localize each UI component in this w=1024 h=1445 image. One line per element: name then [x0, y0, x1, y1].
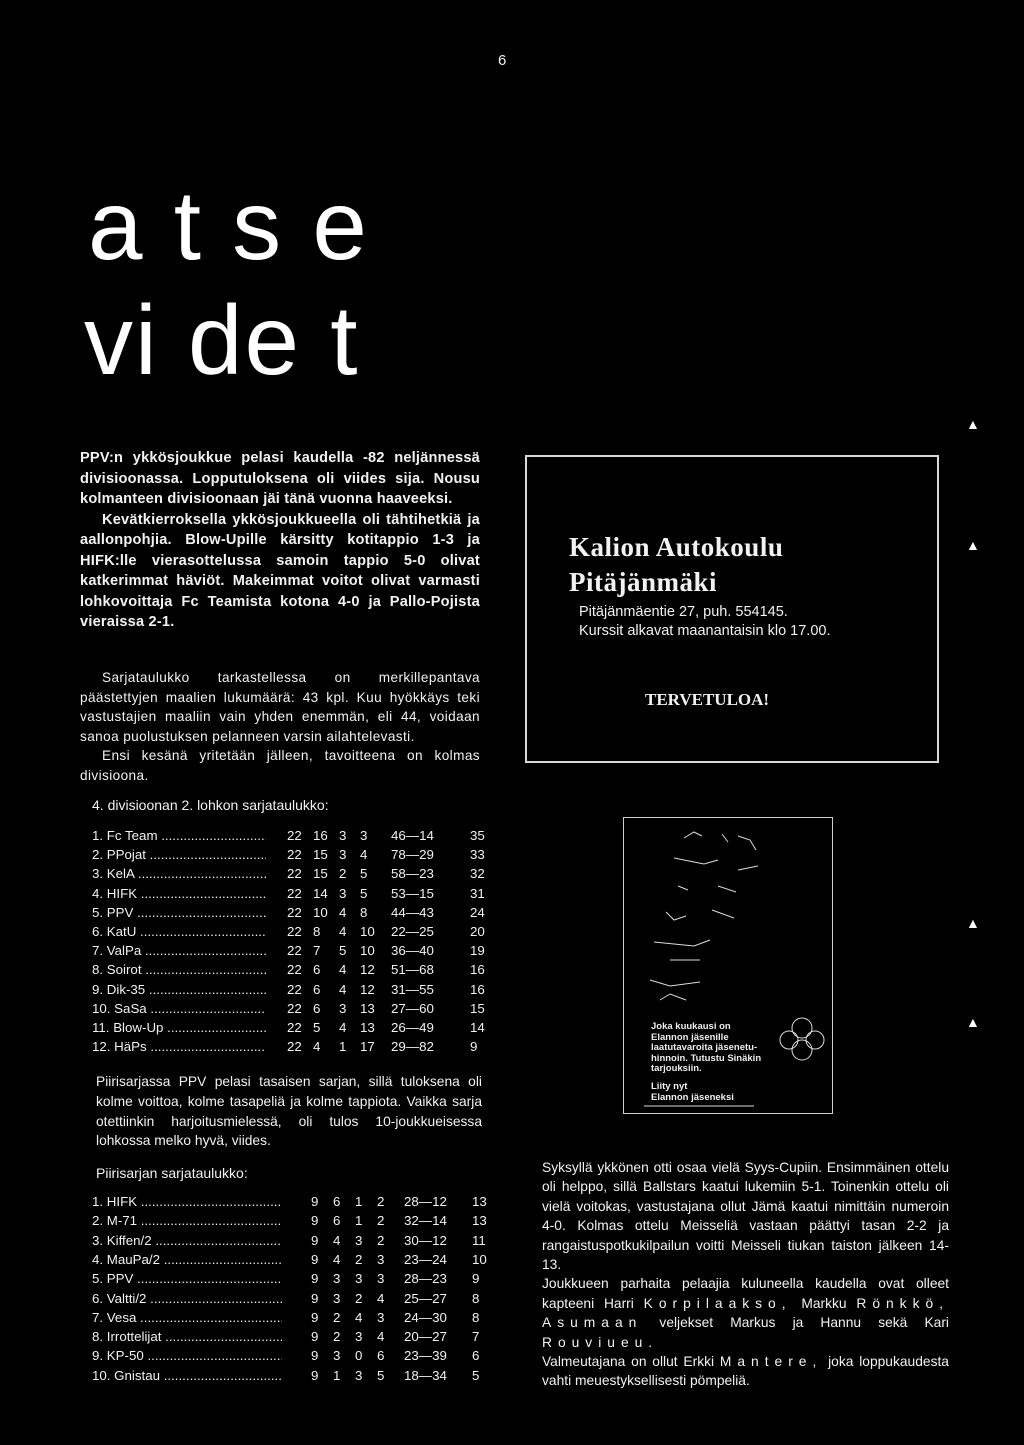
- stat-d: 3: [355, 1271, 363, 1287]
- table-row: [92, 1192, 512, 1211]
- team-name: 1. HIFK .....: [92, 1192, 282, 1211]
- stat-p: 9: [311, 1367, 319, 1383]
- stat-l: 5: [377, 1367, 385, 1383]
- coach-paragraph: [542, 1352, 949, 1391]
- stat-w: 6: [313, 1000, 321, 1016]
- stat-l: 3: [377, 1251, 385, 1267]
- team-name: 12. HäPs .....: [92, 1037, 266, 1056]
- stat-pts: 9: [472, 1271, 480, 1287]
- stat-w: 3: [333, 1290, 341, 1306]
- stat-goals: 36—40: [391, 943, 434, 959]
- margin-ornament: ▲: [966, 418, 980, 433]
- stat-p: 22: [287, 828, 302, 843]
- table2-title: Piirisarjan sarjataulukko:: [96, 1165, 248, 1181]
- stat-goals: 23—39: [404, 1348, 447, 1364]
- team-name: 5. PPV .....: [92, 1269, 282, 1288]
- stat-w: 6: [333, 1213, 341, 1229]
- intro-paragraph: Kevätkierroksella ykkösjoukkueella oli tähtihetkiä ja aallonpohjia. Blow-Upille kärsitty kotitappio 1-3 ja HIFK:lle vierasottelussa samoin tappio 5-0 olivat katkerimmat häviöt. Makeimmat voitot olivat varmasti lohkovoittaja Fc Teamista kotona 4-0 ja Pallo-Pojista vieraissa 2-1.: [80, 511, 480, 630]
- table-row: [92, 999, 512, 1018]
- table-row: [92, 1366, 512, 1385]
- stat-pts: 10: [472, 1251, 487, 1267]
- headline-line-1: a t s e: [88, 170, 369, 280]
- stat-goals: 18—34: [404, 1367, 447, 1383]
- team-name: 2. PPojat .....: [92, 845, 266, 864]
- coach-name: Mantere,: [719, 1354, 823, 1370]
- table-row: [92, 1231, 512, 1250]
- stat-goals: 53—15: [391, 885, 434, 901]
- stat-d: 5: [339, 943, 347, 959]
- stat-w: 16: [313, 828, 328, 843]
- coach-intro: Valmeutajana on ollut Erkki: [542, 1354, 715, 1370]
- stat-l: 5: [360, 866, 368, 882]
- autumn-paragraph: Syksyllä ykkönen otti osaa vielä Syys-Cupiin. Ensimmäinen ottelu oli helppo, sillä Ballstars kaatui lukemiin 5-1. Toinenkin ottelu oli vielä voitokas, vastustajana ollut Jämä kaatui nimittäin numeroin 4-0. Kolmas ottelu Meisseliä vastaan päättyi tasan 2-2 ja rangaistuspotkukilpailun voitti Meisseli tiukan taiston jälkeen 14-13.: [542, 1160, 949, 1273]
- table-row: [92, 903, 512, 922]
- table-row: [92, 826, 512, 845]
- stat-goals: 30—12: [404, 1232, 447, 1248]
- stat-w: 4: [333, 1232, 341, 1248]
- stat-w: 10: [313, 904, 328, 920]
- stat-l: 5: [360, 885, 368, 901]
- analysis-paragraph: Ensi kesänä yritetään jälleen, tavoitteena on kolmas divisioona.: [80, 748, 480, 783]
- stat-d: 3: [339, 885, 347, 901]
- ad-courses-line: Kurssit alkavat maanantaisin klo 17.00.: [579, 623, 831, 639]
- stat-pts: 8: [472, 1290, 480, 1306]
- team-name: 6. KatU .....: [92, 922, 266, 941]
- flower-icon: [792, 1040, 812, 1060]
- stat-w: 3: [333, 1348, 341, 1364]
- stat-pts: 11: [472, 1232, 486, 1248]
- team-name: 11. Blow-Up .....: [92, 1018, 266, 1037]
- table1-title: 4. divisioonan 2. lohkon sarjataulukko:: [92, 797, 329, 813]
- stat-goals: 32—14: [404, 1213, 447, 1229]
- stat-d: 1: [339, 1039, 347, 1055]
- table-row: [92, 845, 512, 864]
- elanto-ad-line: hinnoin. Tutustu Sinäkin: [651, 1052, 762, 1064]
- stat-d: 3: [339, 828, 347, 843]
- stat-p: 22: [287, 943, 302, 959]
- stat-l: 12: [360, 962, 375, 978]
- stat-d: 0: [355, 1348, 363, 1364]
- ad-title: [569, 530, 783, 600]
- stat-pts: 5: [472, 1367, 480, 1383]
- stat-d: 1: [355, 1213, 363, 1229]
- ad-title-line: Kalion Autokoulu: [569, 532, 784, 562]
- stat-pts: 35: [470, 828, 485, 843]
- stat-w: 5: [313, 1020, 321, 1035]
- stat-goals: 26—49: [391, 1020, 434, 1035]
- team-name: 5. PPV .....: [92, 903, 266, 922]
- page-number: 6: [498, 52, 507, 69]
- stat-l: 2: [377, 1213, 385, 1229]
- elanto-ad-cta: [651, 1082, 734, 1103]
- stat-goals: 28—12: [404, 1194, 447, 1209]
- team-name: 8. Soirot .....: [92, 960, 266, 979]
- stat-l: 6: [377, 1348, 385, 1364]
- stat-pts: 6: [472, 1348, 480, 1364]
- table-row: [92, 980, 512, 999]
- team-name: 9. Dik-35 .....: [92, 980, 266, 999]
- stat-goals: 46—14: [391, 828, 434, 843]
- stat-l: 3: [377, 1309, 385, 1325]
- district-series-text: Piirisarjassa PPV pelasi tasaisen sarjan, sillä tuloksena oli kolme voittoa, kolme tasapeliä ja kolme tappiota. Vaikka sarja otettiinkin harjoitusmielessä, oli tulos 10-joukkueisessa lohkossa melko hyvä, viides.: [96, 1074, 482, 1149]
- player-name: Asumaan: [542, 1315, 643, 1331]
- ad-title-line: Pitäjänmäki: [569, 567, 718, 597]
- stat-d: 4: [339, 924, 347, 939]
- table-row: [92, 1211, 512, 1230]
- table-row: [92, 960, 512, 979]
- table-row: [92, 1269, 512, 1288]
- team-name: 7. Vesa .....: [92, 1308, 282, 1327]
- stat-pts: 14: [470, 1020, 485, 1035]
- elanto-ad-text: [651, 1022, 761, 1075]
- intro-paragraph: PPV:n ykkösjoukkue pelasi kaudella -82 neljännessä divisioonassa. Lopputuloksena oli viides sija. Nousu kolmanteen divisioonaan jäi tänä vuonna haaveeksi.: [80, 450, 480, 507]
- stat-p: 22: [287, 962, 302, 978]
- stat-w: 6: [313, 981, 321, 997]
- stat-p: 9: [311, 1213, 319, 1229]
- stat-w: 4: [333, 1251, 341, 1267]
- table-row: [92, 864, 512, 883]
- stat-goals: 31—55: [391, 981, 434, 997]
- stat-pts: 13: [472, 1194, 487, 1209]
- stat-p: 22: [287, 1039, 302, 1055]
- autumn-text: [542, 1158, 949, 1391]
- stat-d: 3: [355, 1329, 363, 1345]
- table-row: [92, 941, 512, 960]
- team-name: 4. HIFK .....: [92, 884, 266, 903]
- stat-p: 22: [287, 981, 302, 997]
- table-row: [92, 1289, 512, 1308]
- stat-p: 9: [311, 1348, 319, 1364]
- stat-pts: 31: [470, 885, 485, 901]
- stat-l: 10: [360, 924, 375, 939]
- stat-d: 3: [339, 1000, 347, 1016]
- stat-w: 15: [313, 847, 328, 863]
- stat-d: 3: [339, 847, 347, 863]
- stat-p: 22: [287, 924, 302, 939]
- team-name: 4. MauPa/2 .....: [92, 1250, 282, 1269]
- stat-goals: 25—27: [404, 1290, 447, 1306]
- team-name: 3. KelA .....: [92, 864, 266, 883]
- team-name: 3. Kiffen/2 .....: [92, 1231, 282, 1250]
- stat-p: 22: [287, 885, 302, 901]
- elanto-ad-line: Joka kuukausi on: [651, 1021, 731, 1032]
- stat-pts: 32: [470, 866, 485, 882]
- stat-p: 9: [311, 1290, 319, 1306]
- ad-welcome: TERVETULOA!: [645, 690, 770, 709]
- stat-pts: 16: [470, 962, 485, 978]
- stat-w: 6: [333, 1194, 341, 1209]
- stat-w: 14: [313, 885, 328, 901]
- elanto-ad-line: laatutavaroita jäsenetu-: [651, 1042, 758, 1053]
- team-name: 2. M-71 .....: [92, 1211, 282, 1230]
- stat-pts: 24: [470, 904, 485, 920]
- analysis-text: [80, 668, 480, 786]
- stat-goals: 28—23: [404, 1271, 447, 1287]
- players-paragraph: [542, 1274, 949, 1352]
- stat-p: 9: [311, 1271, 319, 1287]
- stat-l: 17: [360, 1039, 375, 1055]
- stat-w: 3: [333, 1271, 341, 1287]
- team-name: 1. Fc Team .....: [92, 826, 266, 845]
- stat-pts: 13: [472, 1213, 487, 1229]
- table-row: [92, 1250, 512, 1269]
- stat-w: 8: [313, 924, 321, 939]
- stat-l: 3: [377, 1271, 385, 1287]
- stat-goals: 29—82: [391, 1039, 434, 1055]
- table-row: [92, 1018, 512, 1037]
- elanto-cta-line: Elannon jäseneksi: [651, 1091, 734, 1103]
- team-name: 10. SaSa .....: [92, 999, 266, 1018]
- stat-l: 13: [360, 1000, 375, 1016]
- stat-p: 9: [311, 1309, 319, 1325]
- analysis-paragraph: Sarjataulukko tarkastellessa on merkillepantava päästettyjen maalien lukumäärä: 43 kpl. Kuu hyökkäys teki vastustajien maaliin vain yhden enemmän, eli 44, voidaan sanoa puolustuksen pelanneen varsin ailahtelevasti.: [80, 670, 480, 744]
- stat-w: 15: [313, 866, 328, 882]
- stat-l: 10: [360, 943, 375, 959]
- stat-d: 4: [339, 904, 347, 920]
- stat-d: 1: [355, 1194, 363, 1209]
- stat-goals: 23—24: [404, 1251, 447, 1267]
- stat-goals: 22—25: [391, 924, 434, 939]
- stat-d: 3: [355, 1232, 363, 1248]
- intro-text: [80, 448, 480, 633]
- stat-w: 2: [333, 1329, 341, 1345]
- stat-l: 13: [360, 1020, 375, 1035]
- team-name: 8. Irrottelijat .....: [92, 1327, 282, 1346]
- stat-p: 22: [287, 904, 302, 920]
- ad-address: [579, 603, 830, 641]
- player-name: Rönkkö,: [856, 1295, 949, 1311]
- elanto-ad-line: tarjouksiin.: [651, 1063, 702, 1074]
- stat-w: 2: [333, 1309, 341, 1325]
- stat-l: 2: [377, 1232, 385, 1248]
- team-name: 10. Gnistau .....: [92, 1366, 282, 1385]
- stat-pts: 8: [472, 1309, 480, 1325]
- table-row: [92, 1308, 512, 1327]
- stat-goals: 27—60: [391, 1000, 434, 1016]
- margin-ornament: ▲: [966, 539, 980, 554]
- stat-l: 2: [377, 1194, 385, 1209]
- stat-goals: 58—23: [391, 866, 434, 882]
- elanto-cta-line: Liity nyt: [651, 1081, 688, 1092]
- team-name: 9. KP-50 .....: [92, 1346, 282, 1365]
- team-name: 7. ValPa .....: [92, 941, 266, 960]
- stat-goals: 24—30: [404, 1309, 447, 1325]
- ad-address-line: Pitäjänmäentie 27, puh. 554145.: [579, 604, 788, 620]
- stat-pts: 9: [470, 1039, 478, 1055]
- stat-l: 3: [360, 828, 368, 843]
- stat-p: 9: [311, 1194, 319, 1209]
- players-text: veljekset Markus ja Hannu sekä Kari: [659, 1315, 949, 1331]
- stat-pts: 15: [470, 1000, 485, 1016]
- stat-d: 2: [355, 1251, 363, 1267]
- margin-ornament: ▲: [966, 1016, 980, 1031]
- stat-w: 4: [313, 1039, 321, 1055]
- stat-p: 22: [287, 847, 302, 863]
- stat-pts: 20: [470, 924, 485, 939]
- elanto-ad-line: Elannon jäsenille: [651, 1031, 729, 1043]
- stat-w: 1: [333, 1367, 341, 1383]
- stat-d: 4: [339, 962, 347, 978]
- stat-l: 4: [360, 847, 368, 863]
- flower-icon: [792, 1018, 812, 1038]
- table-row: [92, 1037, 512, 1056]
- stat-w: 6: [313, 962, 321, 978]
- table-row: [92, 1346, 512, 1365]
- headline-line-2: vi de t: [84, 285, 360, 395]
- stat-goals: 44—43: [391, 904, 434, 920]
- table-row: [92, 1327, 512, 1346]
- stat-pts: 19: [470, 943, 485, 959]
- table-row: [92, 884, 512, 903]
- table-row: [92, 922, 512, 941]
- margin-ornament: ▲: [966, 917, 980, 932]
- stat-goals: 20—27: [404, 1329, 447, 1345]
- stat-p: 22: [287, 1000, 302, 1016]
- stat-d: 3: [355, 1367, 363, 1383]
- stat-p: 9: [311, 1251, 319, 1267]
- stat-d: 2: [339, 866, 347, 882]
- stat-pts: 16: [470, 981, 485, 997]
- coach-outro: joka loppukaudesta vahti meuestyksellisesti pömpeliä.: [542, 1354, 949, 1389]
- stat-d: 4: [355, 1309, 363, 1325]
- stat-d: 2: [355, 1290, 363, 1306]
- stat-goals: 78—29: [391, 847, 434, 863]
- stat-p: 9: [311, 1329, 319, 1345]
- stat-goals: 51—68: [391, 962, 434, 978]
- stat-d: 4: [339, 1020, 347, 1035]
- team-name: 6. Valtti/2 .....: [92, 1289, 282, 1308]
- stat-w: 7: [313, 943, 321, 959]
- player-name: Korpilaakso,: [643, 1295, 792, 1311]
- stat-l: 4: [377, 1290, 385, 1306]
- players-text: Markku: [801, 1295, 847, 1311]
- flower-icon: [780, 1031, 798, 1049]
- stat-d: 4: [339, 981, 347, 997]
- stat-pts: 33: [470, 847, 485, 863]
- stat-l: 4: [377, 1329, 385, 1345]
- player-name: Rouviueu.: [542, 1334, 659, 1350]
- stat-p: 9: [311, 1232, 319, 1248]
- stat-p: 22: [287, 866, 302, 882]
- stat-pts: 7: [472, 1329, 480, 1345]
- players-intro: Joukkueen parhaita pelaajia kuluneella kaudella ovat olleet kapteeni Harri: [542, 1276, 949, 1311]
- flower-icon: [806, 1031, 824, 1049]
- stat-l: 12: [360, 981, 375, 997]
- stat-l: 8: [360, 904, 368, 920]
- stat-p: 22: [287, 1020, 302, 1035]
